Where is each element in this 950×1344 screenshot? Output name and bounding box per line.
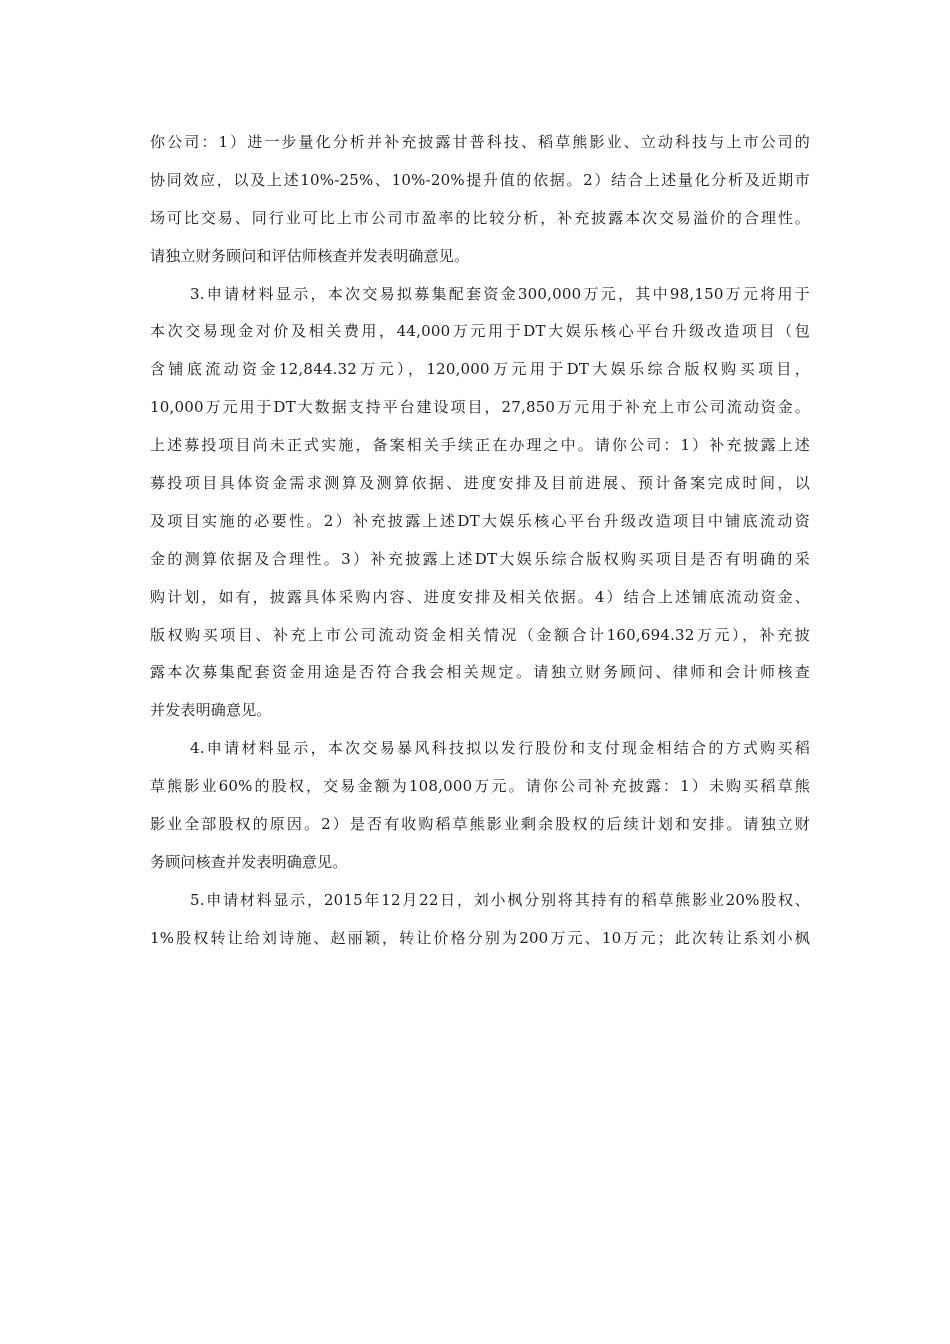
text-line: 版权购买项目、补充上市公司流动资金相关情况（金额合计160,694.32万元），补充披 bbox=[150, 625, 810, 644]
text-line: 金的测算依据及合理性。3）补充披露上述DT大娱乐综合版权购买项目是否有明确的采 bbox=[150, 549, 810, 568]
text-line: 含铺底流动资金12,844.32万元），120,000万元用于DT大娱乐综合版权购买项目， bbox=[150, 360, 810, 379]
text-line: 协同效应，以及上述10%-25%、10%-20%提升值的依据。2）结合上述量化分析及近期市 bbox=[150, 170, 810, 189]
text-line: 募投项目具体资金需求测算及测算依据、进度安排及目前进展、预计备案完成时间，以 bbox=[150, 474, 810, 493]
text-line: 上述募投项目尚未正式实施，备案相关手续正在办理之中。请你公司：1）补充披露上述 bbox=[150, 436, 810, 455]
text-line: 3.申请材料显示，本次交易拟募集配套资金300,000万元，其中98,150万元将用于 bbox=[190, 284, 810, 303]
document-body bbox=[150, 124, 810, 958]
text-line: 草熊影业60%的股权，交易金额为108,000万元。请你公司补充披露：1）未购买稻草熊 bbox=[150, 777, 810, 796]
text-line: 影业全部股权的原因。2）是否有收购稻草熊影业剩余股权的后续计划和安排。请独立财 bbox=[150, 815, 810, 834]
text-line: 5.申请材料显示，2015年12月22日，刘小枫分别将其持有的稻草熊影业20%股权、 bbox=[190, 890, 810, 909]
text-line: 务顾问核查并发表明确意见。 bbox=[150, 852, 348, 871]
text-line: 请独立财务顾问和评估师核查并发表明确意见。 bbox=[150, 246, 470, 265]
text-line: 露本次募集配套资金用途是否符合我会相关规定。请独立财务顾问、律师和会计师核查 bbox=[150, 663, 810, 682]
text-line: 10,000万元用于DT大数据支持平台建设项目，27,850万元用于补充上市公司流动资金。 bbox=[150, 398, 810, 417]
text-line: 4.申请材料显示，本次交易暴风科技拟以发行股份和支付现金相结合的方式购买稻 bbox=[190, 739, 810, 758]
text-line: 场可比交易、同行业可比上市公司市盈率的比较分析，补充披露本次交易溢价的合理性。 bbox=[150, 208, 810, 227]
text-line: 1%股权转让给刘诗施、赵丽颖，转让价格分别为200万元、10万元；此次转让系刘小枫 bbox=[150, 928, 810, 947]
text-line: 你公司：1）进一步量化分析并补充披露甘普科技、稻草熊影业、立动科技与上市公司的 bbox=[150, 133, 810, 151]
text-line: 并发表明确意见。 bbox=[150, 701, 272, 720]
text-line: 本次交易现金对价及相关费用，44,000万元用于DT大娱乐核心平台升级改造项目（包 bbox=[150, 322, 810, 341]
text-line: 购计划，如有，披露具体采购内容、进度安排及相关依据。4）结合上述铺底流动资金、 bbox=[150, 587, 810, 606]
text-line: 及项目实施的必要性。2）补充披露上述DT大娱乐核心平台升级改造项目中铺底流动资 bbox=[150, 511, 810, 530]
